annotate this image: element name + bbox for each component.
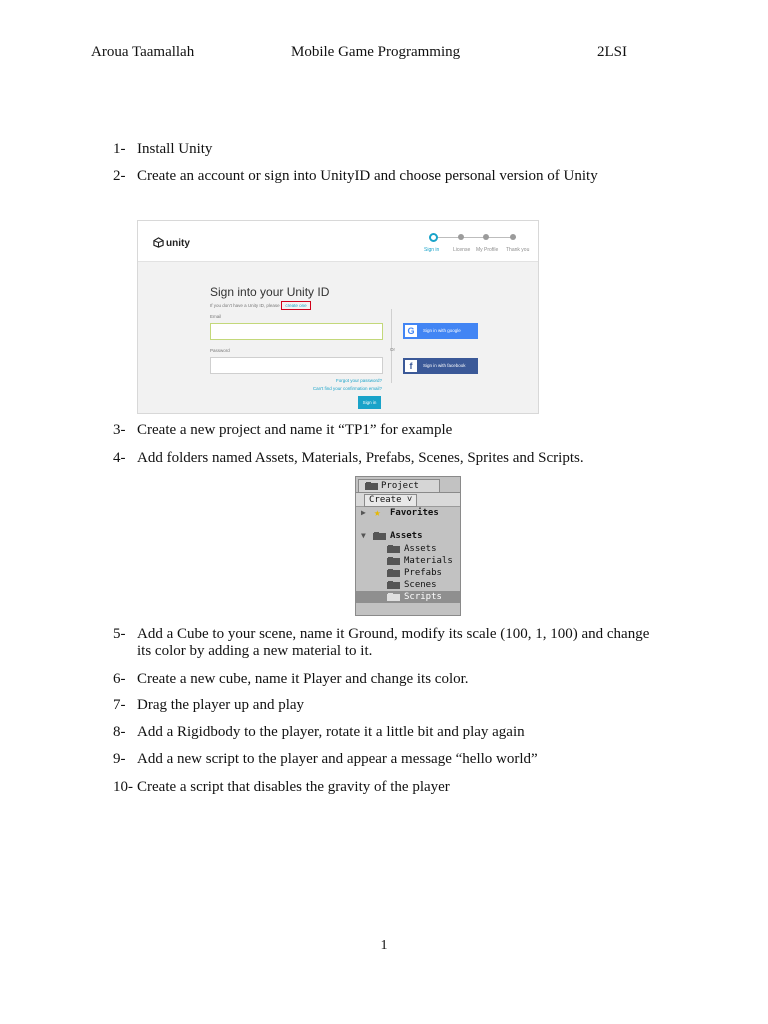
list-item-number: 9-: [113, 751, 126, 767]
list-item-text: Create a new project and name it “TP1” for example: [137, 422, 453, 438]
collapse-triangle-icon[interactable]: ▼: [361, 531, 366, 540]
step-dot: [458, 234, 464, 240]
list-item-number: 4-: [113, 450, 126, 466]
folder-icon: [387, 545, 400, 553]
step-dot: [483, 234, 489, 240]
list-item: [113, 671, 673, 688]
google-icon: G: [405, 325, 417, 337]
unity-cube-icon: [153, 237, 164, 248]
confirmation-email-link[interactable]: Can't find your confirmation email?: [312, 386, 382, 391]
list-item: [113, 168, 673, 185]
folder-icon: [387, 569, 400, 577]
list-item-text: Create a script that disables the gravity of the player: [137, 779, 450, 795]
list-item-text: Add a Cube to your scene, name it Ground, modify its scale (100, 1, 100) and change: [137, 626, 650, 642]
folder-row-selected[interactable]: Scripts: [356, 591, 460, 603]
step-dot: [429, 233, 438, 242]
expand-triangle-icon[interactable]: ▶: [361, 508, 366, 517]
list-item: [113, 697, 673, 714]
step-label: License: [453, 247, 471, 253]
list-item-number: 6-: [113, 671, 126, 687]
or-label: Or: [390, 347, 395, 352]
list-item-text: Create a new cube, name it Player and change its color.: [137, 671, 469, 687]
google-signin-button[interactable]: G Sign in with google: [403, 323, 478, 339]
folder-icon: [365, 482, 378, 490]
favorites-row[interactable]: ▶ ★ Favorites: [361, 506, 439, 519]
list-item-number: 7-: [113, 697, 126, 713]
step-label: Sign in: [424, 247, 440, 253]
password-field[interactable]: [210, 357, 383, 374]
forgot-password-link[interactable]: Forgot your password?: [335, 378, 382, 383]
project-tab[interactable]: Project: [358, 479, 440, 492]
list-item: [113, 141, 673, 158]
list-item: [113, 779, 673, 796]
unity-logo: unity: [153, 237, 190, 249]
list-item-text-continued: its color by adding a new material to it.: [137, 643, 373, 659]
step-dot: [510, 234, 516, 240]
create-account-link[interactable]: create one: [281, 301, 311, 310]
folder-icon: [387, 557, 400, 565]
password-label: Password: [210, 348, 230, 353]
folder-row[interactable]: Prefabs: [356, 567, 460, 579]
facebook-icon: f: [405, 360, 417, 372]
step-label: Thank you: [506, 247, 530, 253]
create-dropdown[interactable]: Create ˅: [364, 494, 417, 507]
list-item-text: Add a new script to the player and appear a message “hello world”: [137, 751, 538, 767]
list-item-text: Drag the player up and play: [137, 697, 305, 713]
list-item-number: 1-: [113, 141, 126, 157]
list-item: [113, 450, 673, 467]
page-number: 1: [380, 938, 388, 953]
list-item: [113, 422, 673, 439]
list-item-number: 8-: [113, 724, 126, 740]
list-item-text: Add a Rigidbody to the player, rotate it a little bit and play again: [137, 724, 525, 740]
list-item-number: 5-: [113, 626, 126, 642]
signin-button[interactable]: Sign in: [358, 396, 381, 409]
divider: [391, 309, 392, 383]
project-window-screenshot: [355, 476, 461, 616]
unity-top-bar: [138, 221, 538, 262]
facebook-signin-button[interactable]: f Sign in with facebook: [403, 358, 478, 374]
list-item-number: 3-: [113, 422, 126, 438]
folder-row[interactable]: Scenes: [356, 579, 460, 591]
list-item-text: Install Unity: [137, 141, 213, 157]
folder-row[interactable]: Assets: [356, 543, 460, 555]
signin-subtitle: If you don't have a Unity ID, please: [210, 303, 280, 308]
unity-signin-screenshot: [137, 220, 539, 414]
signup-stepper: [424, 231, 534, 257]
folder-icon: [387, 581, 400, 589]
step-label: My Profile: [476, 247, 499, 253]
email-field[interactable]: [210, 323, 383, 340]
list-item: [113, 724, 673, 741]
header-author: Aroua Taamallah: [91, 44, 195, 60]
email-label: Email: [210, 314, 222, 319]
list-item-text: Add folders named Assets, Materials, Prefabs, Scenes, Sprites and Scripts.: [137, 450, 584, 466]
star-icon: ★: [374, 506, 381, 519]
folder-row[interactable]: Materials: [356, 555, 460, 567]
list-item: [113, 751, 673, 768]
folder-icon: [387, 593, 400, 601]
list-item-number: 10-: [113, 779, 133, 795]
list-item: [113, 626, 673, 660]
folder-icon: [373, 532, 386, 540]
list-item-number: 2-: [113, 168, 126, 184]
list-item-text: Create an account or sign into UnityID and choose personal version of Unity: [137, 168, 598, 184]
project-toolbar: [356, 492, 460, 507]
assets-root-row[interactable]: ▼ Assets: [361, 531, 423, 541]
header-course: Mobile Game Programming: [291, 44, 461, 60]
header-class: 2LSI: [597, 44, 627, 60]
signin-title: Sign into your Unity ID: [210, 285, 330, 299]
